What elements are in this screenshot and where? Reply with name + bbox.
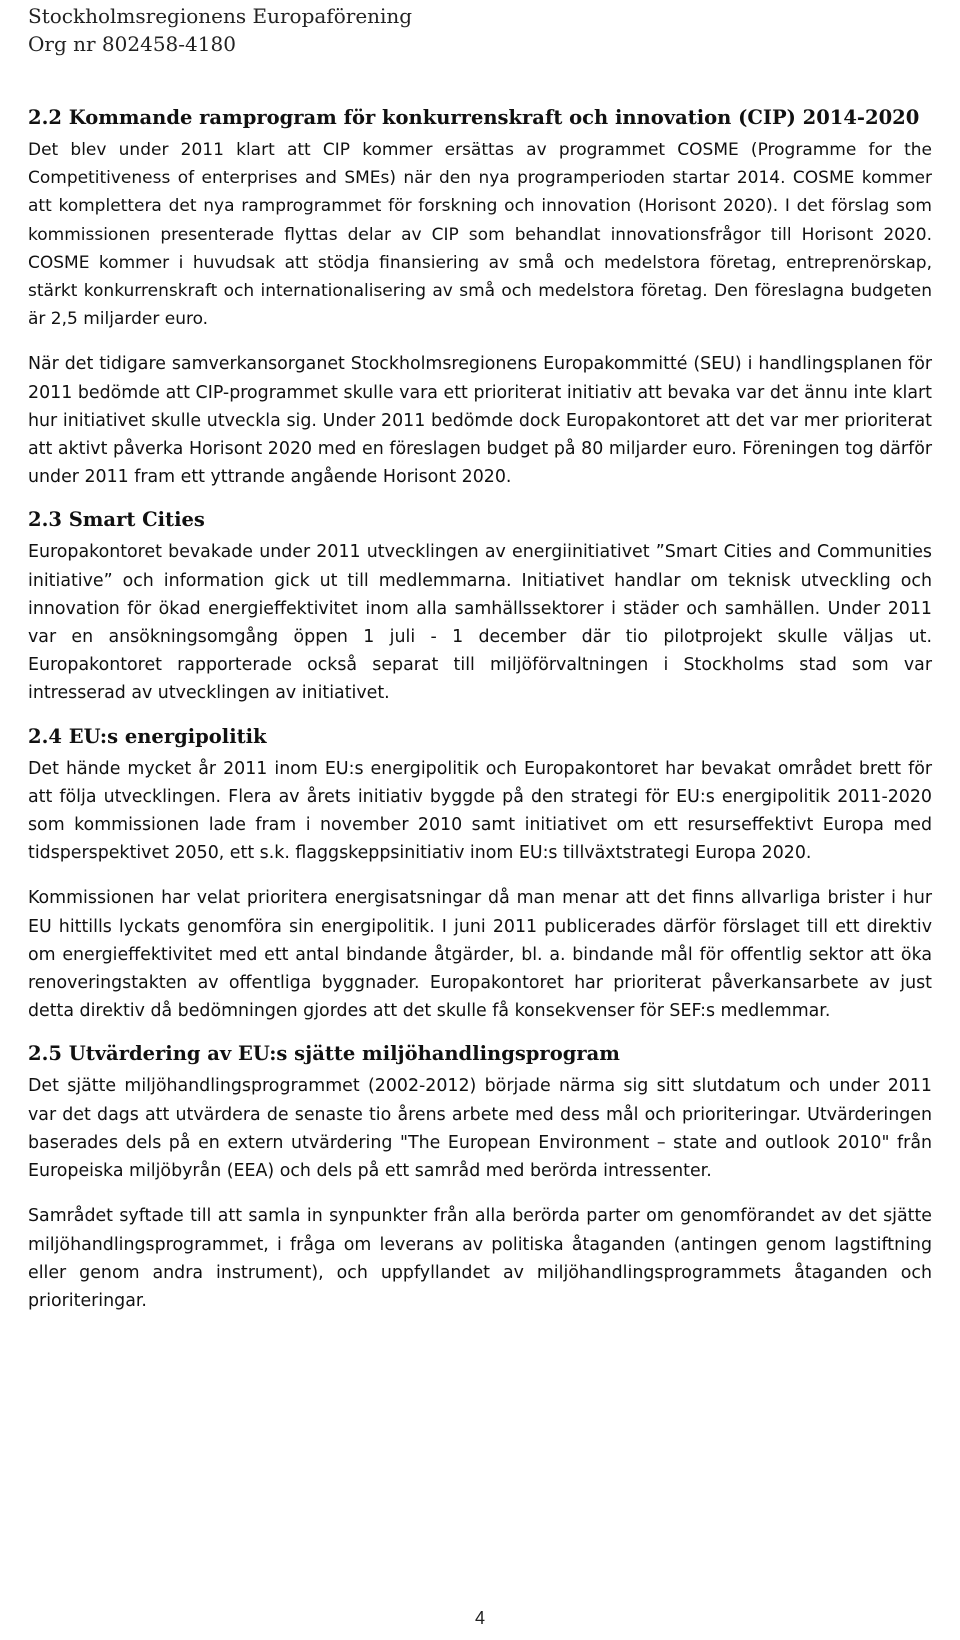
organization-number: Org nr 802458-4180 bbox=[28, 32, 236, 56]
section-2-5 bbox=[28, 1042, 932, 1315]
organization-name: Stockholmsregionens Europaförening bbox=[28, 4, 413, 28]
paragraph: När det tidigare samverkansorganet Stockholmsregionens Europakommitté (SEU) i handlingsplanen för 2011 bedömde att CIP-programmet skulle vara ett prioriterat initiativ att bevaka var det ännu inte klart hur initiativet skulle utveckla sig. Under 2011 bedömde dock Europakontoret att det var mer prioriterat att aktivt påverka Horisont 2020 med en föreslagen budget på 80 miljarder euro. Föreningen tog därför under 2011 fram ett yttrande angående Horisont 2020. bbox=[28, 354, 932, 488]
paragraph: Det blev under 2011 klart att CIP kommer ersättas av programmet COSME (Programme for the Competitiveness of enterprises and SMEs) när den nya programperioden startar 2014. COSME kommer att komplettera det nya ramprogrammet för forskning och innovation (Horisont 2020). I det förslag som kommissionen presenterade flyttas delar av CIP som behandlat innovationsfrågor till Horisont 2020. COSME kommer i huvudsak att stödja finansiering av små och medelstora företag, entreprenörskap, stärkt konkurrenskraft och internationalisering av små och medelstora företag. Den föreslagna budgeten är 2,5 miljarder euro. bbox=[28, 140, 932, 330]
page-number: 4 bbox=[474, 1608, 485, 1628]
section-heading: 2.4 EU:s energipolitik bbox=[28, 724, 267, 748]
section-2-4 bbox=[28, 725, 932, 1026]
document-body bbox=[28, 106, 932, 1332]
section-heading: 2.5 Utvärdering av EU:s sjätte miljöhandlingsprogram bbox=[28, 1042, 620, 1066]
section-heading: 2.3 Smart Cities bbox=[28, 508, 205, 532]
paragraph: Europakontoret bevakade under 2011 utvecklingen av energiinitiativet ”Smart Cities and Communities initiative” och information gick ut till medlemmarna. Initiativet handlar om teknisk utveckling och innovation för ökad energieffektivitet inom alla samhällssektorer i städer och samhällen. Under 2011 var en ansökningsomgång öppen 1 juli - 1 december där tio pilotprojekt skulle väljas ut. Europakontoret rapporterade också separat till miljöförvaltningen i Stockholms stad som var intresserad av utvecklingen av initiativet. bbox=[28, 542, 932, 704]
paragraph: Det sjätte miljöhandlingsprogrammet (2002-2012) började närma sig sitt slutdatum och under 2011 var det dags att utvärdera de senaste tio årens arbete med dess mål och prioriteringar. Utvärderingen baserades dels på en extern utvärdering "The European Environment – state and outlook 2010" från Europeiska miljöbyrån (EEA) och dels på ett samråd med berörda intressenter. bbox=[28, 1076, 932, 1182]
section-2-2 bbox=[28, 106, 932, 491]
page-header bbox=[28, 2, 412, 58]
section-heading: 2.2 Kommande ramprogram för konkurrenskraft och innovation (CIP) 2014-2020 bbox=[28, 106, 920, 129]
section-2-3 bbox=[28, 508, 932, 707]
paragraph: Samrådet syftade till att samla in synpunkter från alla berörda parter om genomförandet av det sjätte miljöhandlingsprogrammet, i fråga om leverans av politiska åtaganden (antingen genom lagstiftning eller genom andra instrument), och uppfyllandet av miljöhandlingsprogrammets åtaganden och prioriteringar. bbox=[28, 1206, 932, 1311]
paragraph: Kommissionen har velat prioritera energisatsningar då man menar att det finns allvarliga brister i hur EU hittills lyckats genomföra sin energipolitik. I juni 2011 publicerades därför förslaget till ett direktiv om energieffektivitet med ett antal bindande åtgärder, bl. a. bindande mål för offentlig sektor att öka renoveringstakten av offentliga byggnader. Europakontoret har prioriterat påverkansarbete av just detta direktiv då bedömningen gjordes att det skulle få konsekvenser för SEF:s medlemmar. bbox=[28, 888, 932, 1022]
paragraph: Det hände mycket år 2011 inom EU:s energipolitik och Europakontoret har bevakat området brett för att följa utvecklingen. Flera av årets initiativ byggde på den strategi för EU:s energipolitik 2011-2020 som kommissionen lade fram i november 2010 samt initiativet om ett resurseffektivt Europa med tidsperspektivet 2050, ett s.k. flaggskeppsinitiativ inom EU:s tillväxtstrategi Europa 2020. bbox=[28, 758, 932, 864]
